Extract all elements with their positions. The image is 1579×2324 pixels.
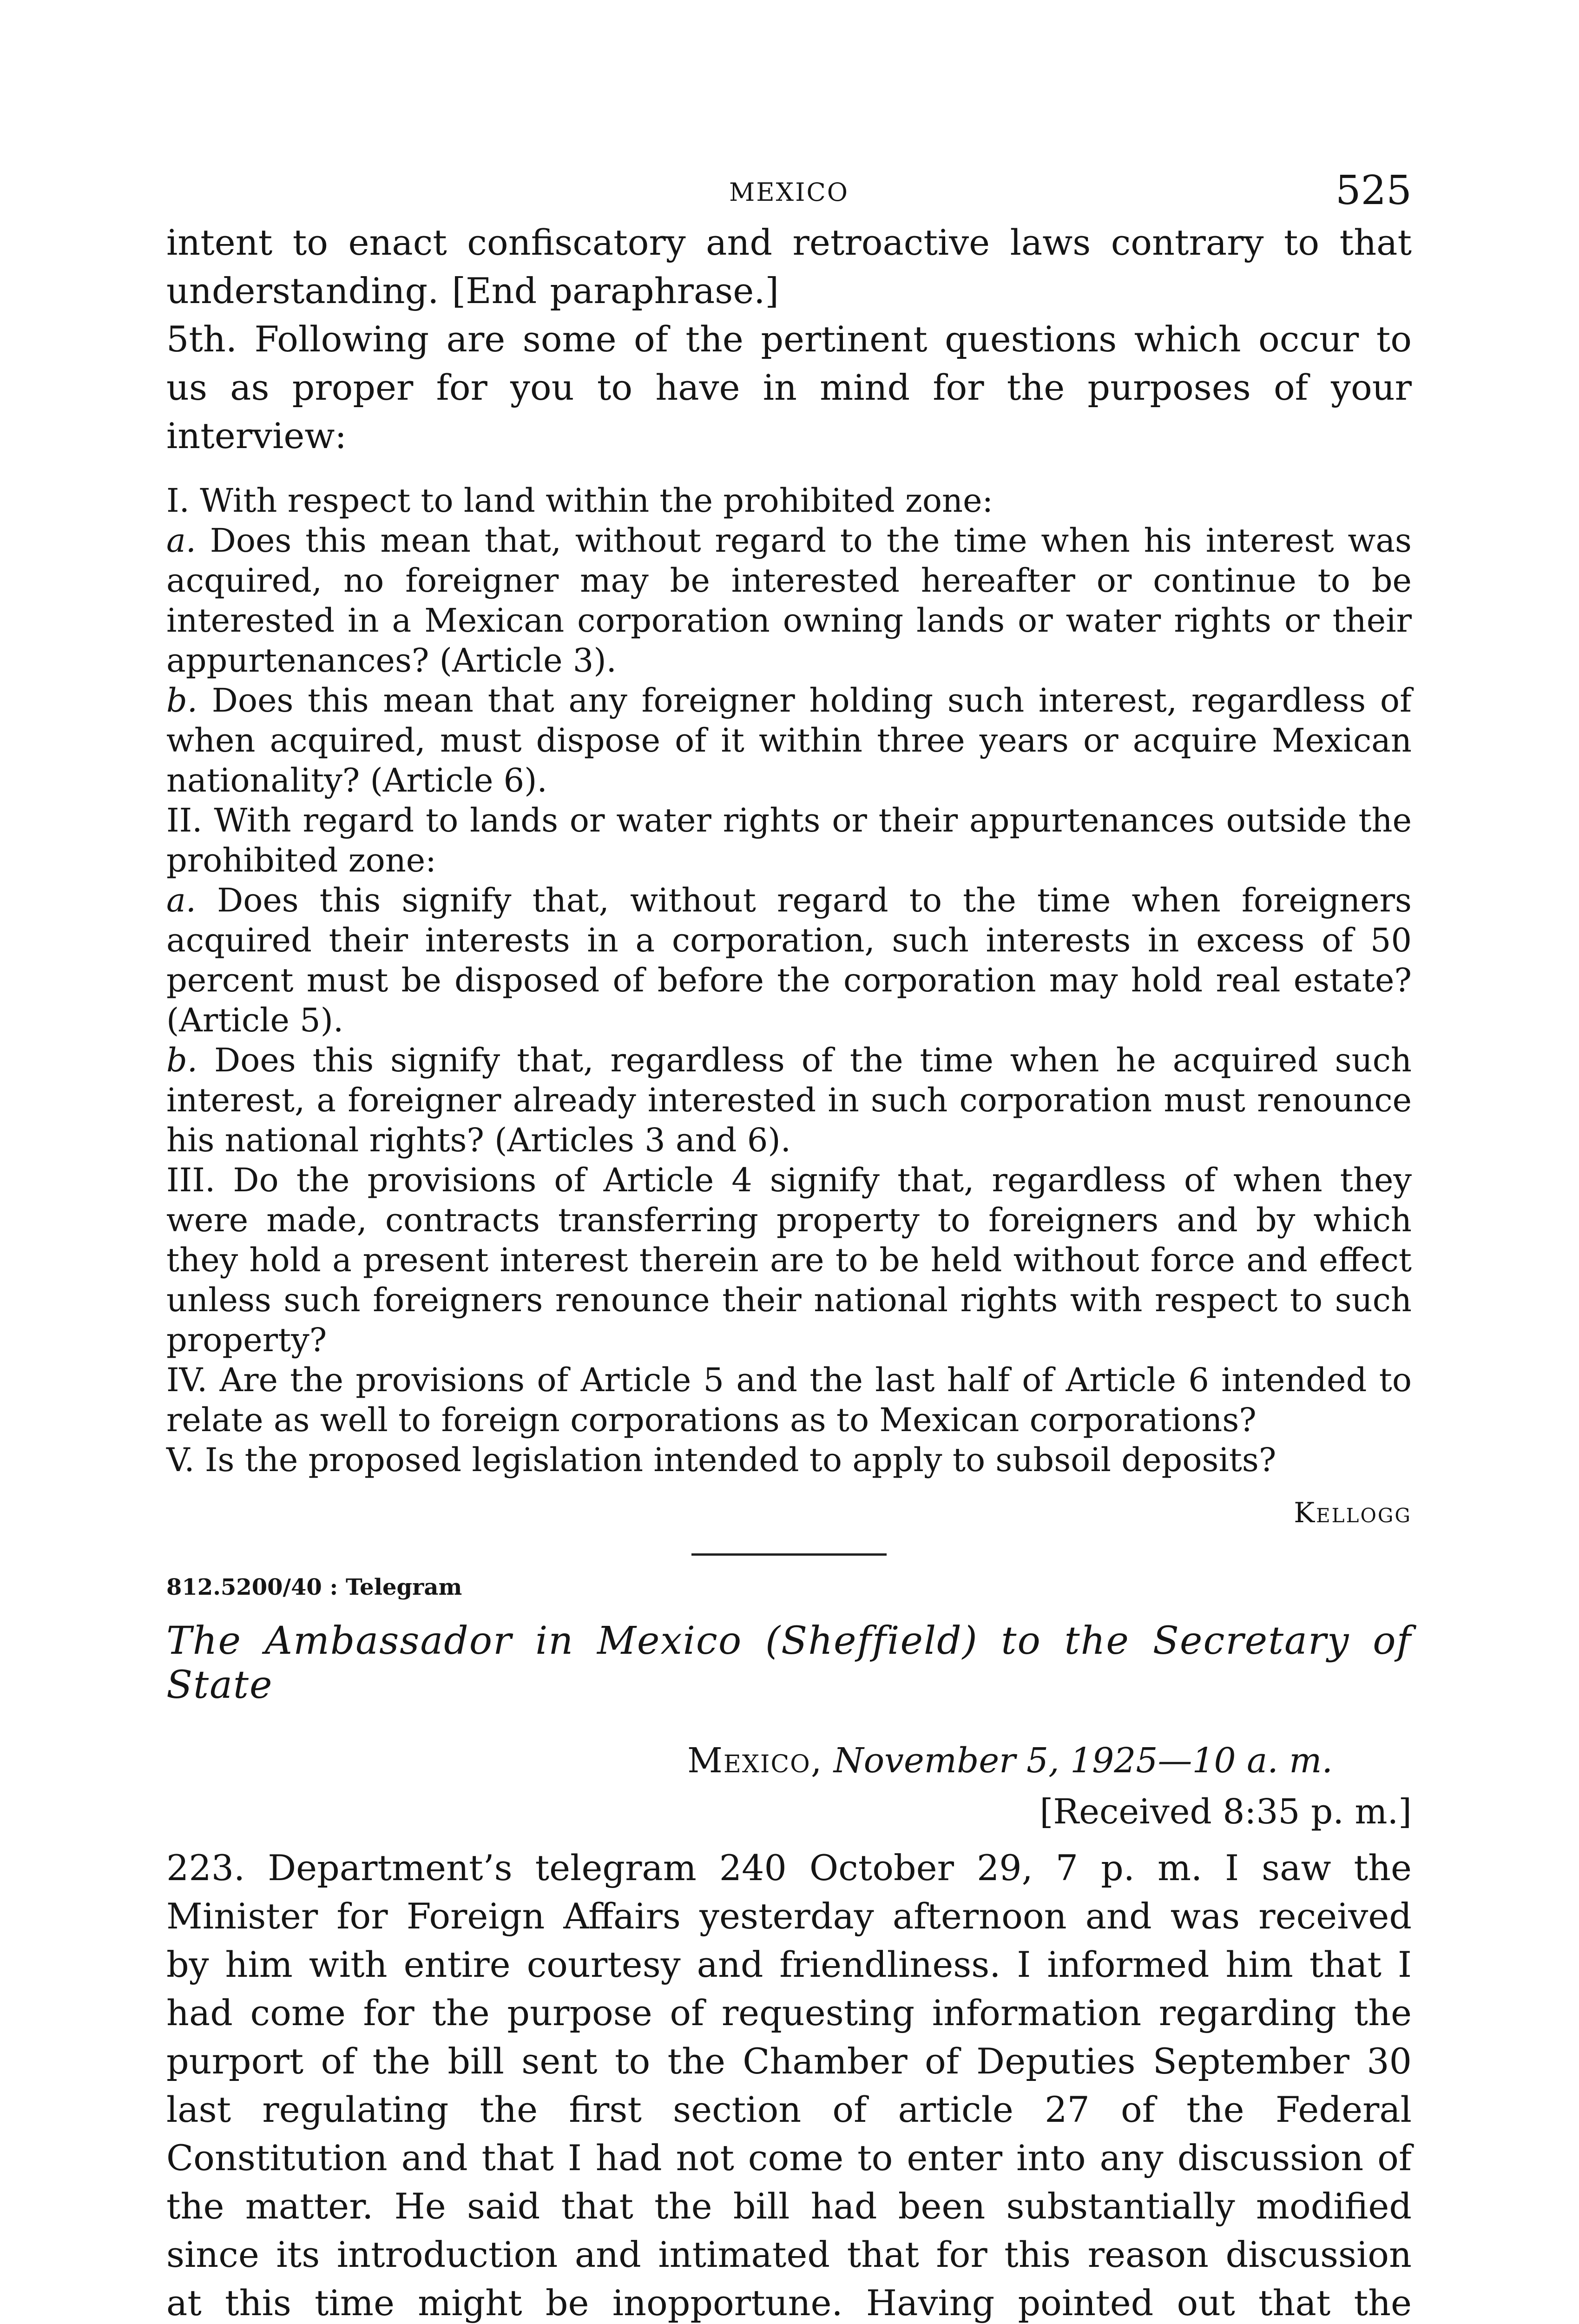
opening-paragraph: intent to enact confiscatory and retroactive laws contrary to that understanding. [End paraphrase.] [166, 222, 1412, 311]
question-item [166, 1360, 1412, 1440]
dateline [166, 1741, 1412, 1781]
question-label: a. [166, 881, 196, 919]
question-label: IV. [166, 1361, 208, 1399]
dateline-date: November 5, 1925—10 a. m. [833, 1741, 1333, 1781]
file-number: 812.5200/40 : Telegram [166, 1574, 462, 1600]
telegram-body: 223. Department’s telegram 240 October 29, 7 p. m. I saw the Minister for Foreign Affairs yesterday afternoon and was received by him with entire courtesy and friendliness. I informed him that I had come for the purpose of requesting information regarding the purport of the bill sent to the Chamber of Deputies September 30 last regulating the first section of article 27 of the Federal Constitution and that I had not come to enter into any discussion of the matter. He said that the bill had been substantially modified since its introduction and intimated that for this reason discussion at this time might be inopportune. Having pointed out that the [166, 1847, 1412, 2324]
question-item [166, 880, 1412, 1040]
question-text: With regard to lands or water rights or their appurtenances outside the prohibited zone: [166, 801, 1412, 879]
question-text: Does this mean that, without regard to the time when his interest was acquired, no foreigner may be interested hereafter or continue to be interested in a Mexican corporation owning lands or water rights or their appurtenances? (Article 3). [166, 522, 1412, 680]
page-header [166, 167, 1412, 218]
question-label: b. [166, 681, 198, 720]
question-label: b. [166, 1041, 198, 1079]
question-item [166, 680, 1412, 800]
question-label: a. [166, 522, 196, 560]
questions-list [166, 481, 1412, 1480]
dateline-place: Mexico, [687, 1741, 823, 1781]
question-text: Does this mean that any foreigner holding such interest, regardless of when acquired, must dispose of it within three years or acquire Mexican nationality? (Article 6). [166, 681, 1412, 799]
question-label: II. [166, 801, 203, 839]
question-text: Are the provisions of Article 5 and the last half of Article 6 intended to relate as well to foreign corporations as to Mexican corporations? [166, 1361, 1412, 1439]
question-label: III. [166, 1161, 216, 1199]
document-page [166, 167, 1412, 2324]
page-number: 525 [1335, 167, 1412, 214]
question-text: Does this signify that, regardless of the time when he acquired such interest, a foreigner already interested in such corporation must renounce his national rights? (Articles 3 and 6). [166, 1041, 1412, 1159]
question-item [166, 521, 1412, 680]
question-label: V. [166, 1441, 195, 1479]
section-divider [691, 1553, 887, 1556]
question-text: Does this signify that, without regard to the time when foreigners acquired their interests in a corporation, such interests in excess of 50 percent must be disposed of before the corporation may hold real estate? (Article 5). [166, 881, 1412, 1039]
question-text: Do the provisions of Article 4 signify that, regardless of when they were made, contracts transferring property to foreigners and by which they hold a present interest therein are to be held without force and effect unless such foreigners renounce their national rights with respect to such property? [166, 1161, 1412, 1359]
question-text: Is the proposed legislation intended to apply to subsoil deposits? [204, 1441, 1276, 1479]
running-head: MEXICO [729, 178, 849, 207]
document-title: The Ambassador in Mexico (Sheffield) to the Secretary of State [166, 1619, 1412, 1707]
question-item [166, 481, 1412, 521]
signature: Kellogg [1294, 1497, 1412, 1529]
received-note: [Received 8:35 p. m.] [1040, 1792, 1412, 1832]
question-item [166, 1440, 1412, 1480]
question-label: I. [166, 482, 190, 520]
fifth-paragraph: 5th. Following are some of the pertinent questions which occur to us as proper for you to have in mind for the purposes of your interview: [166, 318, 1412, 456]
question-text: With respect to land within the prohibited zone: [200, 482, 993, 520]
question-item [166, 800, 1412, 880]
question-item [166, 1160, 1412, 1360]
question-item [166, 1040, 1412, 1160]
